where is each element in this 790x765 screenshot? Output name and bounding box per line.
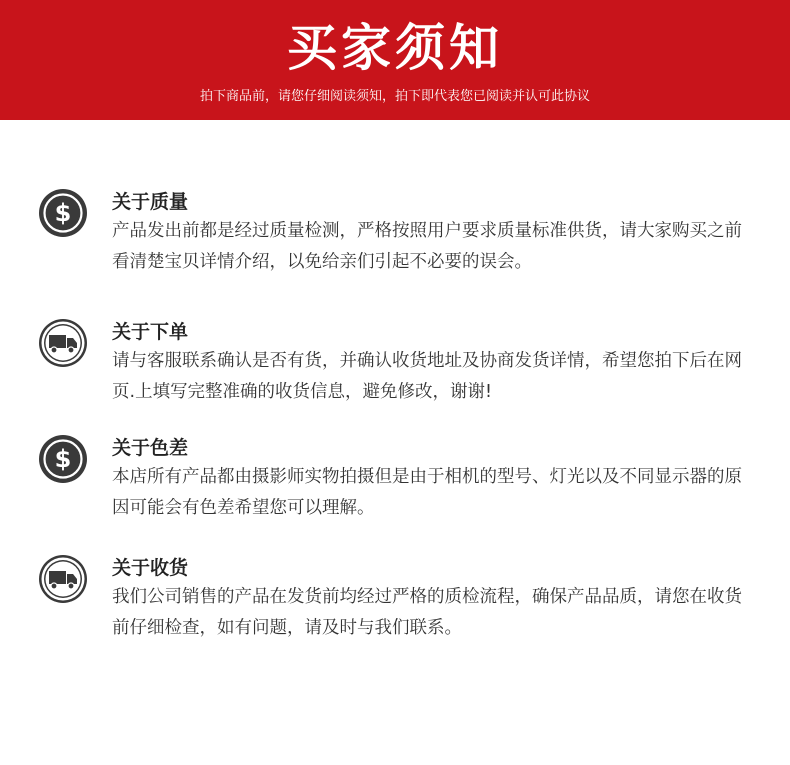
item-title: 关于色差 (112, 437, 189, 459)
truck-icon (38, 554, 88, 604)
item-title: 关于质量 (112, 191, 189, 213)
notice-item-order (38, 318, 768, 428)
item-body: 产品发出前都是经过质量检测，严格按照用户要求质量标准供货，请大家购买之前看清楚宝贝详情介绍，以免给亲们引起不必要的误会。 (112, 221, 742, 272)
item-body: 我们公司销售的产品在发货前均经过严格的质检流程，确保产品品质，请您在收货前仔细检查，如有问题，请及时与我们联系。 (112, 587, 742, 638)
item-title: 关于收货 (112, 557, 189, 579)
item-body: 本店所有产品都由摄影师实物拍摄但是由于相机的型号、灯光以及不同显示器的原因可能会有色差希望您可以理解。 (112, 467, 742, 518)
item-title: 关于下单 (112, 321, 189, 343)
page-title: 买家须知 (287, 19, 503, 77)
svg-text:$: $ (54, 445, 72, 473)
svg-text:$: $ (54, 199, 72, 227)
item-body: 请与客服联系确认是否有货，并确认收货地址及协商发货详情，希望您拍下后在网页.上填写完整准确的收货信息，避免修改，谢谢! (112, 351, 742, 402)
truck-icon (38, 318, 88, 368)
dollar-icon (38, 434, 88, 484)
header-banner (0, 0, 790, 120)
notice-item-receive (38, 554, 768, 664)
dollar-icon (38, 188, 88, 238)
page-subtitle: 拍下商品前，请您仔细阅读须知，拍下即代表您已阅读并认可此协议 (199, 89, 590, 104)
notice-item-color (38, 434, 768, 544)
notice-item-quality (38, 188, 768, 298)
